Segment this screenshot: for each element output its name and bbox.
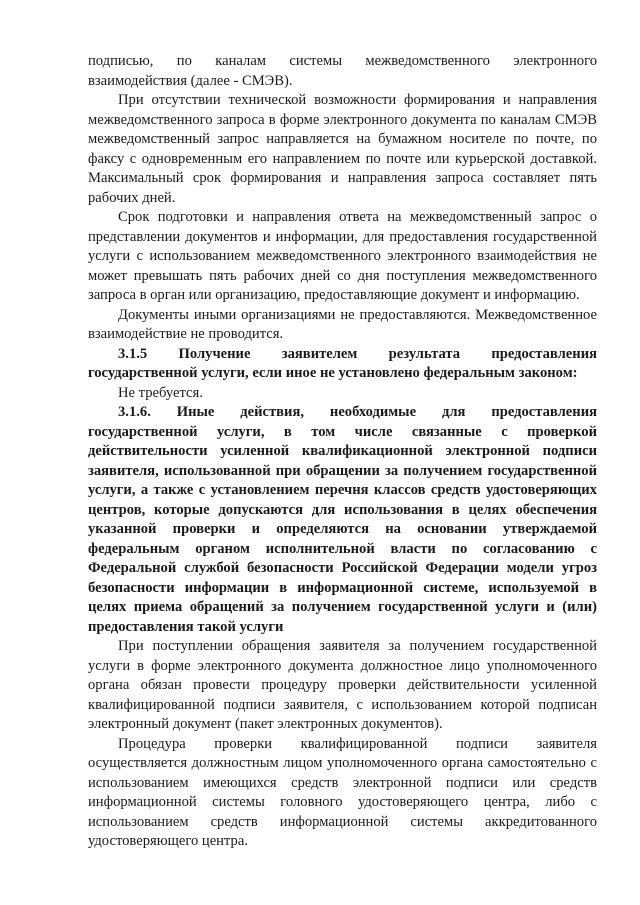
heading-3-1-6: 3.1.6. Иные действия, необходимые для предоставления государственной услуги, в том числе связанные с проверкой действительности усиленной квалификационной электронной подписи заявителя, использованной при обращении за получением государственной услуги, а также с установлением перечня классов средств удостоверяющих центров, которые допускаются для использования в целях обеспечения указанной проверки и определяются на основании утверждаемой федеральным органом исполнительной власти по согласованию с Федеральной службой безопасности Российской Федерации модели угроз безопасности информации в информационной системе, используемой в целях приема обращений за получением государственной услуги и (или) предоставления такой услуги (88, 404, 597, 635)
paragraph-paper-request: При отсутствии технической возможности формирования и направления межведомственного запроса в форме электронного документа по каналам СМЭВ межведомственный запрос направляется на бумажном носителе по почте, по факсу с одновременным его направлением по почте или курьерской доставкой. Максимальный срок формирования и направления запроса составляет пять рабочих дней. (88, 92, 597, 206)
paragraph-smev-channels: подписью, по каналам системы межведомственного электронного взаимодействия (далее - СМЭВ). (88, 53, 597, 89)
document-page (88, 52, 597, 852)
paragraph-no-interaction: Документы иными организациями не предоставляются. Межведомственное взаимодействие не проводится. (88, 306, 597, 342)
paragraph-check-procedure: Процедура проверки квалифицированной подписи заявителя осуществляется должностным лицом уполномоченного органа самостоятельно с использованием имеющихся средств электронной подписи или средств информационной системы головного удостоверяющего центра, либо с использованием средств информационной системы аккредитованного удостоверяющего центра. (88, 735, 597, 849)
paragraph-not-required: Не требуется. (118, 384, 203, 401)
paragraph-response-deadline: Срок подготовки и направления ответа на межведомственный запрос о представлении документов и информации, для предоставления государственной услуги с использованием межведомственного электронного взаимодействия не может превышать пять рабочих дней со дня поступления межведомственного запроса в орган или организацию, предоставляющие документ и информацию. (88, 209, 597, 303)
paragraph-signature-check: При поступлении обращения заявителя за получением государственной услуги в форме электронного документа должностное лицо уполномоченного органа обязан провести процедуру проверки действительности усиленной квалифицированной подписи заявителя, с использованием которой подписан электронный документ (пакет электронных документов). (88, 638, 597, 732)
heading-3-1-5: 3.1.5 Получение заявителем результата предоставления государственной услуги, если иное не установлено федеральным законом: (88, 345, 597, 381)
